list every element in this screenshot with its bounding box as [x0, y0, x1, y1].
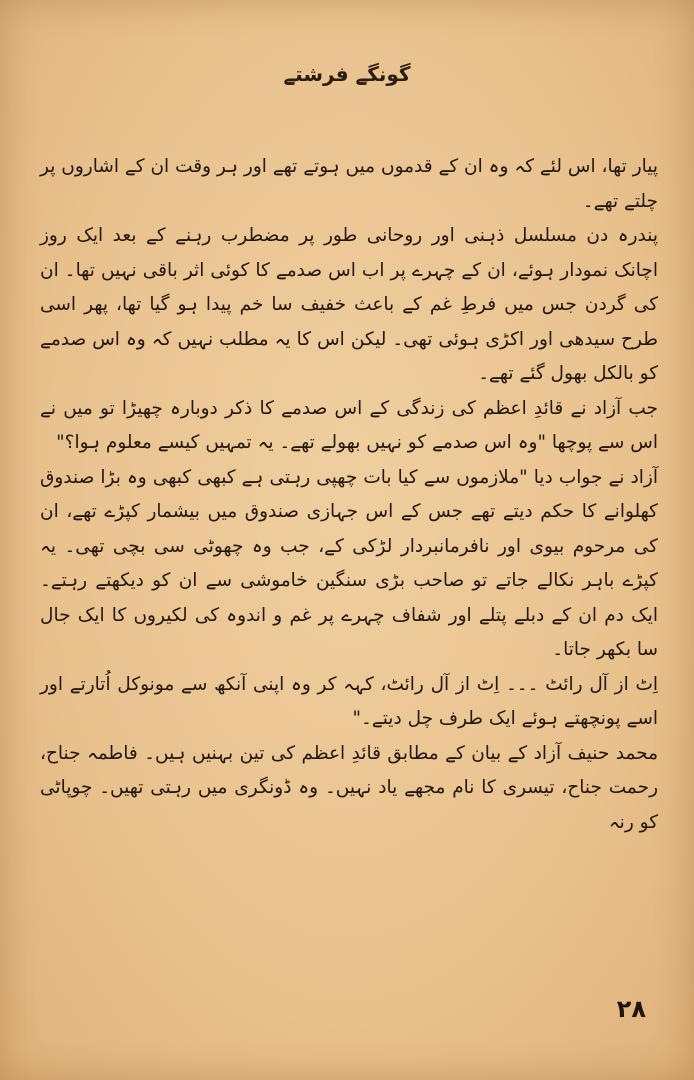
- paragraph: آزاد نے جواب دیا "ملازموں سے کیا بات چھپی رہتی ہے کبھی کبھی وہ بڑا صندوق کھلوانے کا حکم دیتے تھے جس کے اس جہازی صندوق میں بیشمار کپڑے تھے، ان کی مرحوم بیوی اور نافرمانبردار لڑکی کے، جب وہ چھوٹی سی بچی تھی۔ یہ کپڑے باہر نکالے جاتے تو صاحب بڑی سنگین خاموشی سے ان کو دیکھتے رہتے۔ ایک دم ان کے دبلے پتلے اور شفاف چہرے پر غم و اندوہ کی لکیروں کا ایک جال سا بکھر جاتا۔: [40, 466, 658, 660]
- paragraph: اِٹ از آل رائٹ ۔۔۔ اِٹ از آل رائٹ، کہہ کر وہ اپنی آنکھ سے مونوکل اُتارتے اور اسے پونچھتے ہوئے ایک طرف چل دیتے۔": [40, 673, 658, 729]
- paragraph: پندرہ دن مسلسل ذہنی اور روحانی طور پر مضطرب رہنے کے بعد ایک روز اچانک نمودار ہوئے، ان کے چہرے پر اب اس صدمے کا کوئی اثر باقی نہیں تھا۔ ان کی گردن جس میں فرطِ غم کے باعث خفیف سا خم پیدا ہو گیا تھا، پھر اسی طرح سیدھی اور اکڑی ہوئی تھی۔ لیکن اس کا یہ مطلب نہیں کہ وہ اس صدمے کو بالکل بھول گئے تھے۔: [40, 225, 658, 384]
- paragraph: جب آزاد نے قائدِ اعظم کی زندگی کے اس صدمے کا ذکر دوبارہ چھیڑا تو میں نے اس سے پوچھا "وہ اس صدمے کو نہیں بھولے تھے۔ یہ تمہیں کیسے معلوم ہوا؟": [40, 397, 658, 453]
- paragraph: پیار تھا، اس لئے کہ وہ ان کے قدموں میں ہوتے تھے اور ہر وقت ان کے اشاروں پر چلتے تھے۔: [40, 156, 658, 212]
- running-title: گونگے فرشتے: [283, 62, 411, 86]
- body-text: [40, 150, 658, 840]
- page-number: ۲۸: [616, 995, 646, 1023]
- paragraph: محمد حنیف آزاد کے بیان کے مطابق قائدِ اعظم کی تین بہنیں ہیں۔ فاطمہ جناح، رحمت جناح، تیسری کا نام مجھے یاد نہیں۔ وہ ڈونگری میں رہتی تھیں۔ چوپاٹی کو رنہ: [40, 742, 658, 833]
